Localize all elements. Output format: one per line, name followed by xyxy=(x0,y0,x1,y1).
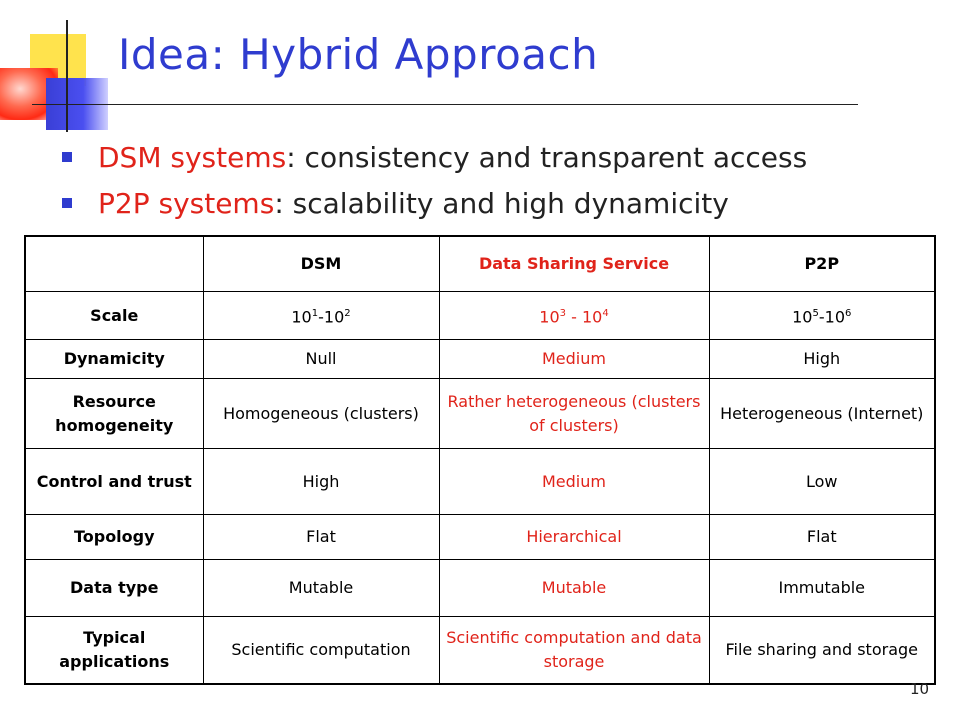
header-empty xyxy=(25,236,203,292)
slide-title: Idea: Hybrid Approach xyxy=(118,30,599,79)
cell-dsm: High xyxy=(203,449,439,515)
table-row xyxy=(25,292,935,340)
cell-dsm: Scientific computation xyxy=(203,617,439,685)
table-row xyxy=(25,515,935,560)
page-number: 10 xyxy=(910,680,930,698)
table-row xyxy=(25,379,935,449)
cell-dsm: Flat xyxy=(203,515,439,560)
cell-p2p: Low xyxy=(709,449,935,515)
cell-p2p: High xyxy=(709,340,935,379)
header-data-sharing-service: Data Sharing Service xyxy=(439,236,709,292)
comparison-table xyxy=(24,235,936,685)
bullet-item xyxy=(62,180,807,226)
cell-dss: Medium xyxy=(439,449,709,515)
row-label: Resource homogeneity xyxy=(25,379,203,449)
bullet-square-icon xyxy=(62,198,72,208)
cell-dss: Hierarchical xyxy=(439,515,709,560)
cell-p2p: File sharing and storage xyxy=(709,617,935,685)
row-label: Data type xyxy=(25,560,203,617)
bullet-item xyxy=(62,134,807,180)
table-header-row xyxy=(25,236,935,292)
header-dsm: DSM xyxy=(203,236,439,292)
bullet-rest: : scalability and high dynamicity xyxy=(274,186,729,220)
row-label: Control and trust xyxy=(25,449,203,515)
table-row xyxy=(25,560,935,617)
cell-p2p: Flat xyxy=(709,515,935,560)
row-label: Topology xyxy=(25,515,203,560)
cell-dss: Scientific computation and data storage xyxy=(439,617,709,685)
cell-dss: Medium xyxy=(439,340,709,379)
cell-dss: Mutable xyxy=(439,560,709,617)
table-row xyxy=(25,340,935,379)
header-p2p: P2P xyxy=(709,236,935,292)
cell-dss: Rather heterogeneous (clusters of clusters) xyxy=(439,379,709,449)
row-label: Scale xyxy=(25,292,203,340)
cell-dsm: Null xyxy=(203,340,439,379)
bullet-highlight: DSM systems xyxy=(98,140,287,174)
decor-vertical-line xyxy=(66,20,68,132)
cell-dsm: Mutable xyxy=(203,560,439,617)
cell-p2p: $10^5-10^6$ xyxy=(709,292,935,340)
table-row xyxy=(25,449,935,515)
cell-p2p: Immutable xyxy=(709,560,935,617)
bullet-text xyxy=(98,141,807,174)
row-label: Typical applications xyxy=(25,617,203,685)
title-underline xyxy=(32,104,858,105)
bullet-rest: : consistency and transparent access xyxy=(286,140,808,174)
bullet-text xyxy=(98,187,729,220)
cell-p2p: Heterogeneous (Internet) xyxy=(709,379,935,449)
cell-dsm: $10^1-10^2$ xyxy=(203,292,439,340)
bullet-highlight: P2P systems xyxy=(98,186,275,220)
cell-dss: $10^3 - 10^4$ xyxy=(439,292,709,340)
table-row xyxy=(25,617,935,685)
bullet-square-icon xyxy=(62,152,72,162)
row-label: Dynamicity xyxy=(25,340,203,379)
bullet-list xyxy=(62,134,807,226)
cell-dsm: Homogeneous (clusters) xyxy=(203,379,439,449)
